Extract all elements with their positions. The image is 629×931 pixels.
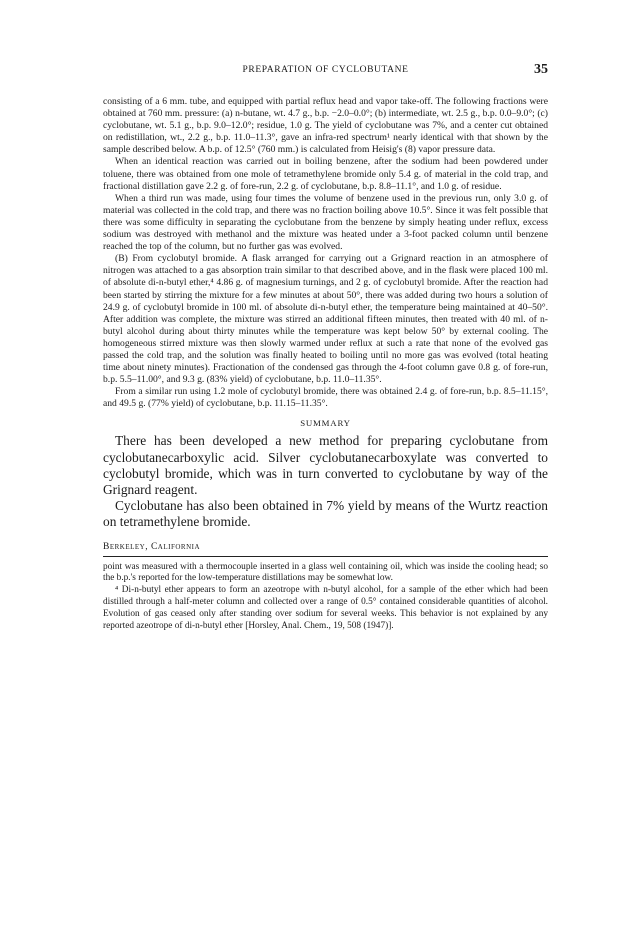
paragraph: From a similar run using 1.2 mole of cyclobutyl bromide, there was obtained 2.4 g. of fore-run, b.p. 8.5–11.15°, and 49.5 g. (77% yield) of cyclobutane, b.p. 11.15–11.35°.	[103, 386, 548, 410]
paragraph: When an identical reaction was carried out in boiling benzene, after the sodium had been powdered under toluene, there was obtained from one mole of tetramethylene bromide only 5.4 g. of material in the cold trap, and fractional distillation gave 2.2 g. of fore-run, 2.2 g. of cyclobutane, b.p. 8.8–11.1°, and 1.0 g. of residue.	[103, 156, 548, 192]
running-title: PREPARATION OF CYCLOBUTANE	[242, 65, 409, 75]
summary-paragraph: Cyclobutane has also been obtained in 7% yield by means of the Wurtz reaction on tetramethylene bromide.	[103, 498, 548, 530]
summary-heading: SUMMARY	[300, 418, 351, 429]
paragraph: When a third run was made, using four times the volume of benzene used in the previous run, only 3.0 g. of material was collected in the cold trap, and there was no fraction boiling above 10.5°. Since it was felt possible that there was some difficulty in separating the cyclobutane from the benzene by simply heating under reflux, excess sodium was destroyed with methanol and the mixture was heated under a 3-foot packed column until benzene reached the top of the column, but no further gas was evolved.	[103, 192, 548, 253]
location-text: Berkeley, California	[103, 541, 201, 552]
paragraph: consisting of a 6 mm. tube, and equipped with partial reflux head and vapor take-off. The following fractions were obtained at 760 mm. pressure: (a) n-butane, wt. 4.7 g., b.p. −2.0–0.0°; (b) intermediate, wt. 2.5 g., b.p. 0.0–9.0°; (c) cyclobutane, wt. 5.1 g., b.p. 9.0–12.0°; residue, 1.0 g. The yield of cyclobutane was 7%, and a center cut obtained on redistillation, wt., 2.2 g., b.p. 11.0–11.3°, gave an infra-red spectrum¹ nearly identical with that shown by the sample described below. A b.p. of 12.5° (760 mm.) is calculated from Heisig's (8) vapor pressure data.	[103, 96, 548, 156]
paragraph: (B) From cyclobutyl bromide. A flask arranged for carrying out a Grignard reaction in an atmosphere of nitrogen was attached to a gas absorption train similar to that described above, and in the flask were placed 100 ml. of absolute di-n-butyl ether,⁴ 4.86 g. of magnesium turnings, and 2 g. of cyclobutyl bromide. After the reaction had been started by stirring the mixture for a few minutes at about 50°, there was added during two hours a solution of 24.9 g. of cyclobutyl bromide in 100 ml. of absolute di-n-butyl ether, the temperature being maintained at 40–50°. After addition was complete, the mixture was stirred an additional fifteen minutes, then treated with 40 ml. of n-butyl alcohol during about thirty minutes while the temperature was kept below 50° by external cooling. The homogeneous stirred mixture was then slowly warmed under reflux at such a rate that none of the evolved gas passed the cold trap, and the solution was finally heated to boiling until no more gas was evolved (total heating time about ninety minutes). Fractionation of the condensed gas through the 4-foot column gave 0.8 g. of fore-run, b.p. 5.5–11.00°, and 9.3 g. (83% yield) of cyclobutane, b.p. 11.0–11.35°.	[103, 253, 548, 386]
summary-paragraph: There has been developed a new method for preparing cyclobutane from cyclobutanecarboxylic acid. Silver cyclobutanecarboxylate was converted to cyclobutyl bromide, which was in turn converted to cyclobutane by way of the Grignard reagent.	[103, 433, 548, 498]
summary-section	[103, 433, 548, 530]
author-location	[103, 542, 548, 557]
page-header	[103, 62, 548, 78]
footnote: point was measured with a thermocouple inserted in a glass well containing oil, which was inside the cooling head; so the b.p.'s reported for the low-temperature distillations may be somewhat low.	[103, 561, 548, 584]
page-number: 35	[534, 62, 548, 77]
article-body	[103, 96, 548, 632]
footnotes	[103, 562, 548, 633]
footnote: ⁴ Di-n-butyl ether appears to form an azeotrope with n-butyl alcohol, for a sample of the ether which had been distilled through a half-meter column and collected over a range of 0.5° contained considerable quantities of alcohol. Evolution of gas ceased only after standing over sodium for several weeks. This behavior is not explained by any reported azeotrope of di-n-butyl ether [Horsley, Anal. Chem., 19, 508 (1947)].	[103, 585, 548, 631]
